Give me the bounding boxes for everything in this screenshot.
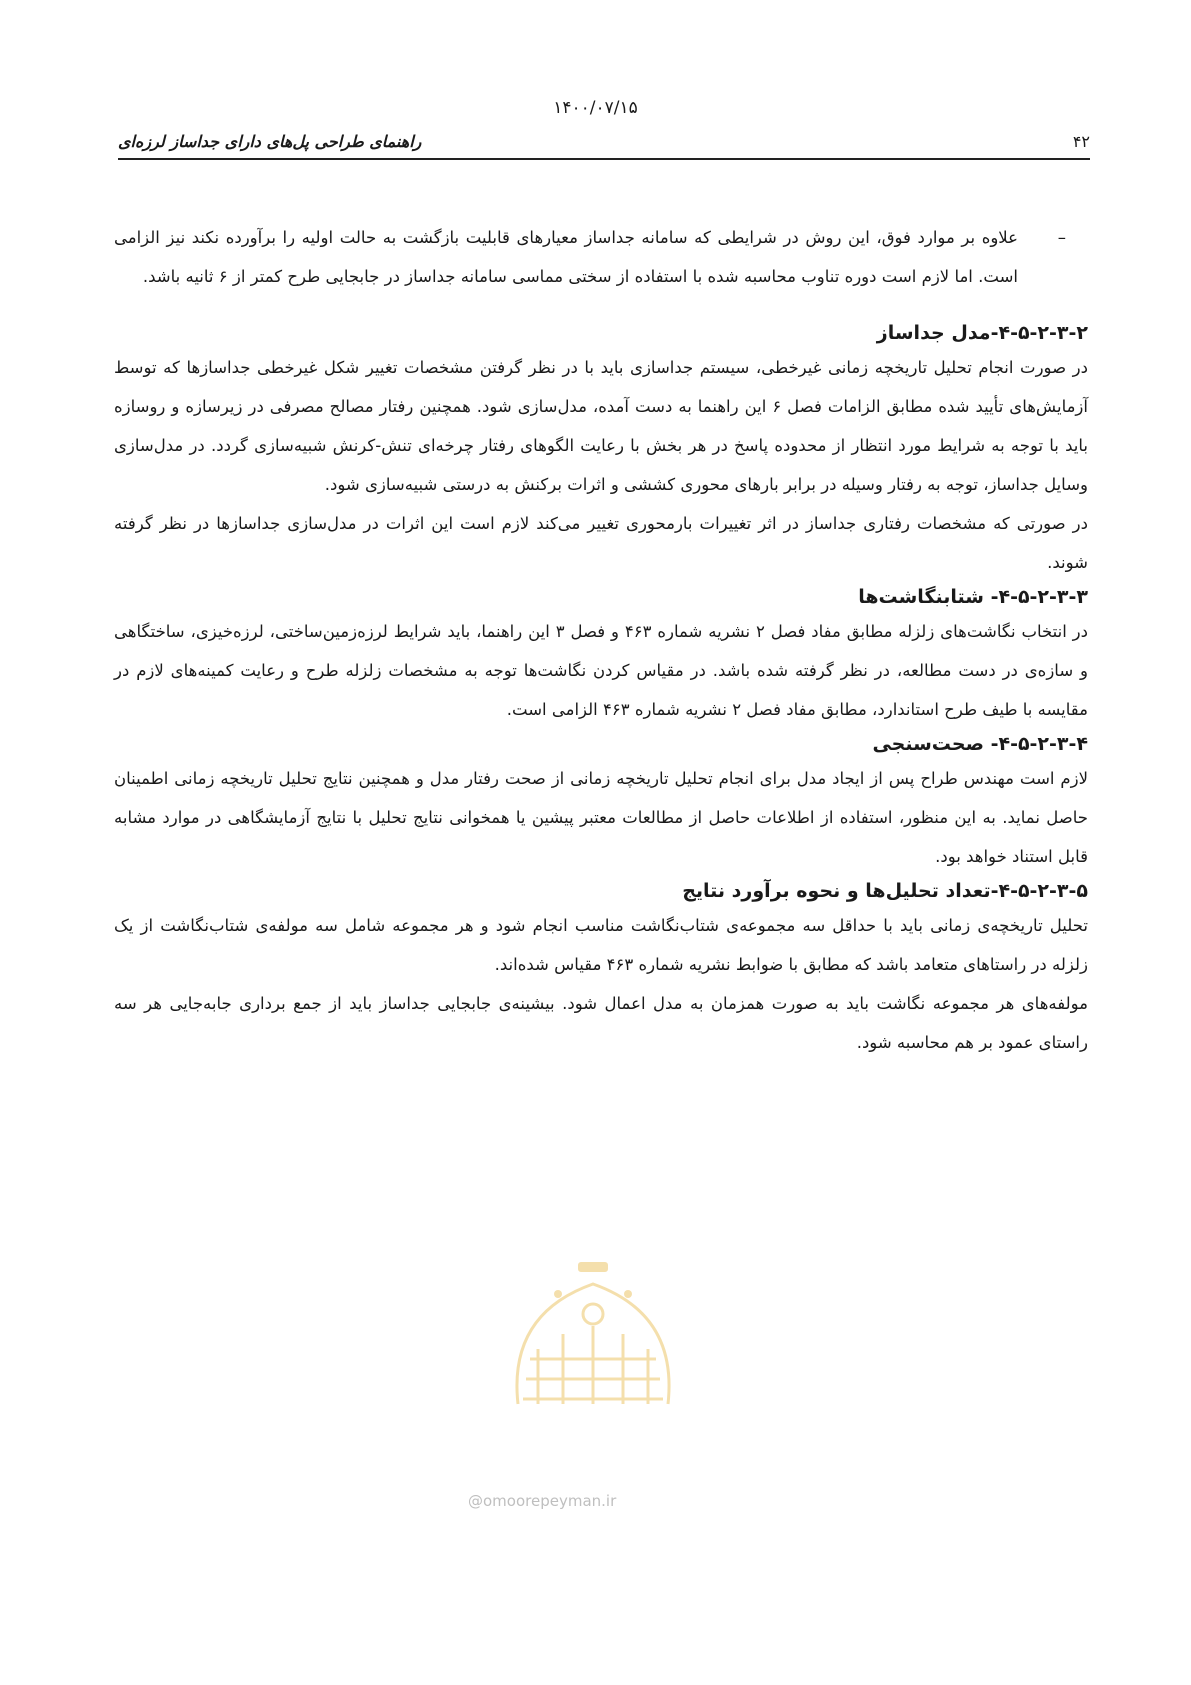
bullet-text: علاوه بر موارد فوق، این روش در شرایطی که سامانه جداساز معیارهای قابلیت بازگشت به حالت اولیه را برآورده نکند نیز الزامی است. اما لازم است دوره تناوب محاسبه شده با استفاده از سختی مماسی سامانه جداساز در جابجایی طرح کمتر از ۶ ثانیه باشد.: [114, 228, 1018, 286]
header-date: ۱۴۰۰/۰۷/۱۵: [553, 98, 638, 118]
bullet-item: [114, 218, 1088, 296]
section-heading-accelerograms: ۴-۵-۲-۳-۳- شتابنگاشت‌ها: [858, 586, 1088, 608]
document-body: [114, 218, 1088, 1062]
section-heading-isolator-model: ۴-۵-۲-۳-۲-مدل جداساز: [876, 322, 1088, 344]
section-heading-verification: ۴-۵-۲-۳-۴- صحت‌سنجی: [872, 733, 1088, 755]
running-header: [118, 132, 1090, 158]
bullet-dash: –: [1057, 228, 1066, 247]
paragraph: در انتخاب نگاشت‌های زلزله مطابق مفاد فصل ۲ نشریه شماره ۴۶۳ و فصل ۳ این راهنما، باید شرایط لرزه‌زمین‌ساختی، لرزه‌خیزی، ساختگاهی و سازه‌ی در دست مطالعه، در نظر گرفته شده باشد. در مقیاس کردن نگاشت‌ها توجه به مشخصات زلزله طرح و رعایت کمینه‌های لازم در مقایسه با طیف طرح استاندارد، مطابق مفاد فصل ۲ نشریه شماره ۴۶۳ الزامی است.: [114, 622, 1089, 719]
paragraph: لازم است مهندس طراح پس از ایجاد مدل برای انجام تحلیل تاریخچه زمانی از صحت رفتار مدل و همچنین نتایج تحلیل تاریخچه زمانی اطمینان حاصل نماید. به این منظور، استفاده از اطلاعات حاصل از مطالعات معتبر پیشین یا همخوانی نتایج تحلیل با نتایج آزمایشگاهی در موارد مشابه قابل استناد خواهد بود.: [114, 769, 1088, 866]
running-header-title: راهنمای طراحی پل‌های دارای جداساز لرزه‌ای: [118, 132, 422, 151]
header-divider: [118, 158, 1090, 160]
paragraph: مولفه‌های هر مجموعه نگاشت باید به صورت همزمان به مدل اعمال شود. بیشینه‌ی جابجایی جداساز باید از جمع برداری جابه‌جایی هر سه راستای عمود بر هم محاسبه شود.: [114, 994, 1088, 1052]
paragraph: در صورت انجام تحلیل تاریخچه زمانی غیرخطی، سیستم جداسازی باید با در نظر گرفتن مشخصات تغییر شکل غیرخطی جداسازها که توسط آزمایش‌های تأیید شده مطابق الزامات فصل ۶ این راهنما به دست آمده، مدل‌سازی شود. همچنین رفتار مصالح مصرفی در زیرسازه و روسازه باید با توجه به شرایط مورد انتظار از محدوده پاسخ در هر بخش با رعایت الگوهای رفتار چرخه‌ای تنش-کرنش شبیه‌سازی گردد. در مدل‌سازی وسایل جداساز، توجه به رفتار وسیله در برابر بارهای محوری کششی و اثرات برکنش به درستی شبیه‌سازی شود.: [114, 358, 1088, 494]
paragraph: تحلیل تاریخچه‌ی زمانی باید با حداقل سه مجموعه‌ی شتاب‌نگاشت مناسب انجام شود و هر مجموعه شامل سه مولفه‌ی شتاب‌نگاشت از یک زلزله در راستاهای متعامد باشد که مطابق با ضوابط نشریه شماره ۴۶۳ مقیاس شده‌اند.: [114, 916, 1088, 974]
paragraph: در صورتی که مشخصات رفتاری جداساز در اثر تغییرات بارمحوری تغییر می‌کند لازم است این اثرات در مدل‌سازی جداسازها در نظر گرفته شوند.: [114, 514, 1088, 572]
watermark-logo: [478, 1254, 708, 1444]
watermark-text: @omoorepeyman.ir: [468, 1492, 617, 1510]
section-heading-analysis-count: ۴-۵-۲-۳-۵-تعداد تحلیل‌ها و نحوه برآورد نتایج: [682, 880, 1088, 902]
page-number: ۴۲: [1072, 132, 1090, 151]
